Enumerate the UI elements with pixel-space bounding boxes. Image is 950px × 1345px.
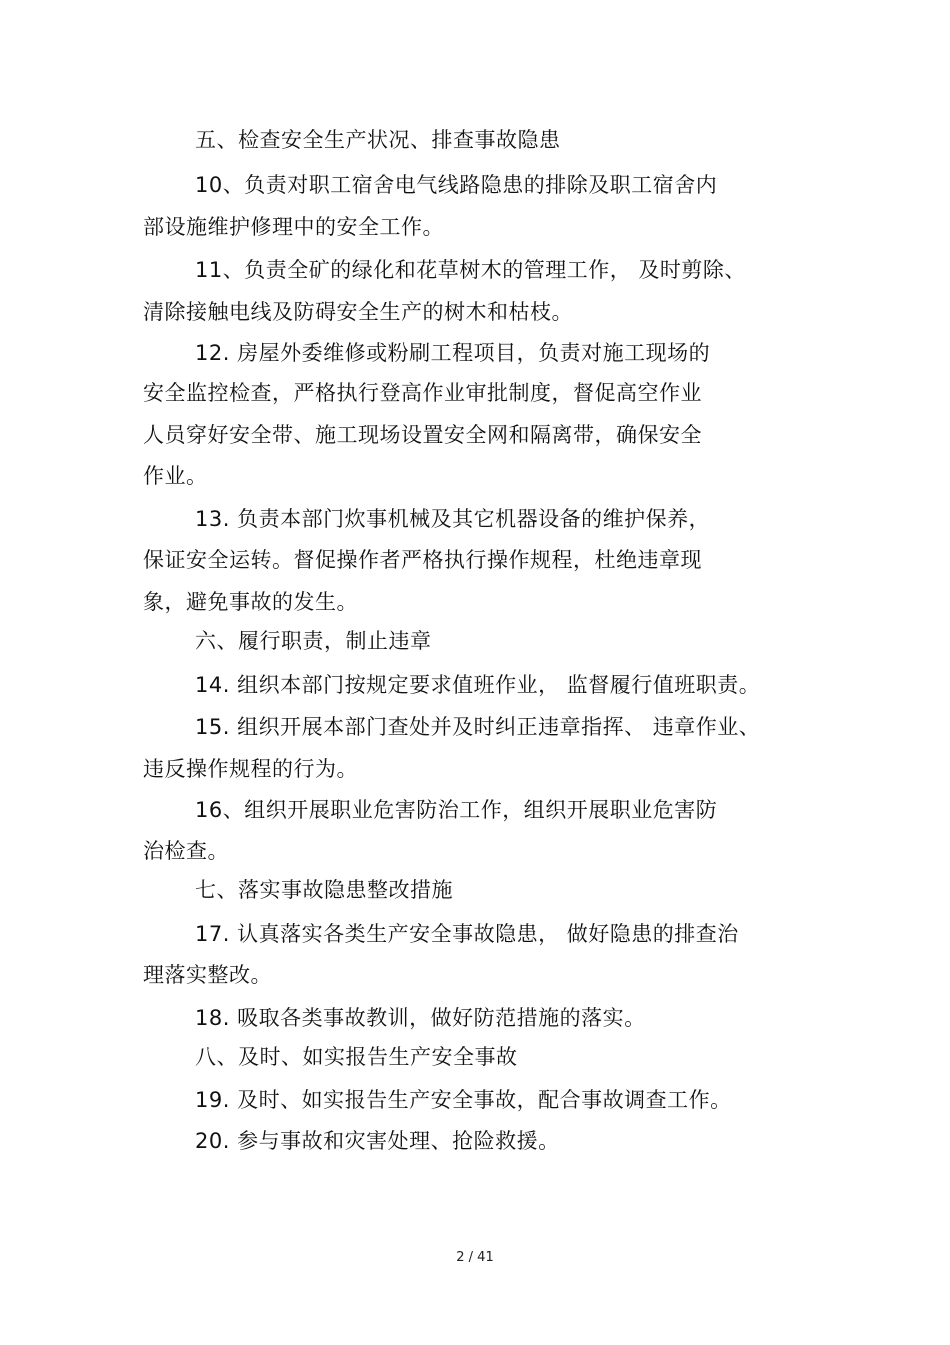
paragraph-line: 人员穿好安全带、施工现场设置安全网和隔离带，确保安全: [143, 423, 702, 447]
paragraph-line: 19. 及时、如实报告生产安全事故，配合事故调查工作。: [195, 1088, 732, 1112]
paragraph-line: 11、负责全矿的绿化和花草树木的管理工作， 及时剪除、: [195, 258, 746, 282]
paragraph-line: 安全监控检查，严格执行登高作业审批制度，督促高空作业: [143, 381, 702, 405]
paragraph-line: 理落实整改。: [143, 963, 272, 987]
paragraph-line: 保证安全运转。督促操作者严格执行操作规程，杜绝违章现: [143, 548, 702, 572]
paragraph-line: 13. 负责本部门炊事机械及其它机器设备的维护保养，: [195, 507, 711, 531]
paragraph-line: 12. 房屋外委维修或粉刷工程项目，负责对施工现场的: [195, 341, 711, 365]
paragraph-line: 17. 认真落实各类生产安全事故隐患， 做好隐患的排查治: [195, 922, 739, 946]
paragraph-line: 15. 组织开展本部门查处并及时纠正违章指挥、 违章作业、: [195, 715, 761, 739]
paragraph-line: 作业。: [143, 464, 208, 488]
paragraph-line: 20. 参与事故和灾害处理、抢险救援。: [195, 1129, 560, 1153]
paragraph-line: 违反操作规程的行为。: [143, 757, 358, 781]
page-number: 2 / 41: [456, 1250, 494, 1265]
paragraph-line: 10、负责对职工宿舍电气线路隐患的排除及职工宿舍内: [195, 173, 718, 197]
paragraph-line: 清除接触电线及防碍安全生产的树木和枯枝。: [143, 300, 573, 324]
paragraph-line: 16、组织开展职业危害防治工作，组织开展职业危害防: [195, 798, 718, 822]
section-heading-8: 八、及时、如实报告生产安全事故: [195, 1045, 518, 1069]
paragraph-line: 18. 吸取各类事故教训，做好防范措施的落实。: [195, 1006, 646, 1030]
section-heading-5: 五、检查安全生产状况、排查事故隐患: [195, 128, 561, 152]
section-heading-6: 六、履行职责，制止违章: [195, 629, 432, 653]
paragraph-line: 部设施维护修理中的安全工作。: [143, 215, 444, 239]
paragraph-line: 象，避免事故的发生。: [143, 590, 358, 614]
section-heading-7: 七、落实事故隐患整改措施: [195, 878, 453, 902]
paragraph-line: 14. 组织本部门按规定要求值班作业， 监督履行值班职责。: [195, 673, 761, 697]
paragraph-line: 治检查。: [143, 839, 229, 863]
